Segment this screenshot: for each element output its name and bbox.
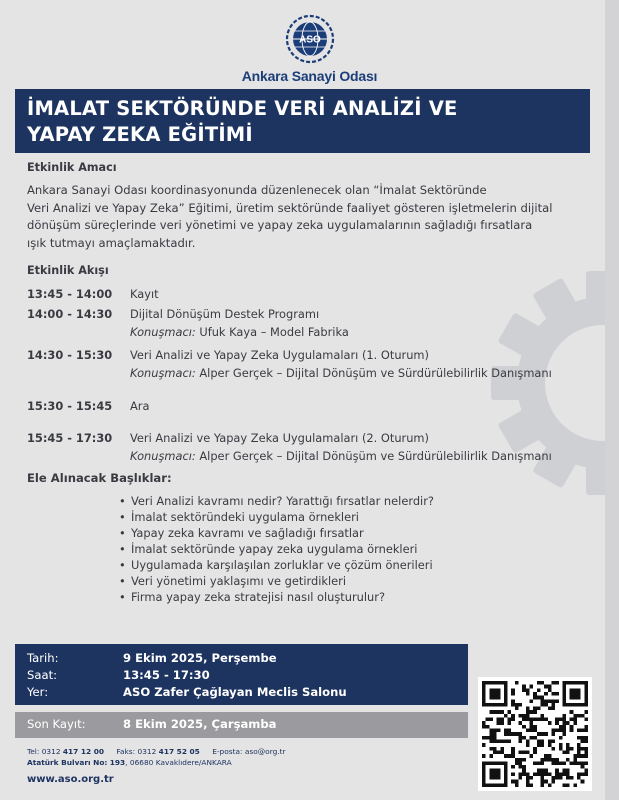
email-link[interactable]: aso@org.tr xyxy=(244,747,286,756)
event-details-banner xyxy=(15,644,468,705)
contact-info xyxy=(27,746,286,768)
topic-item: • Yapay zeka kavramı ve sağladığı fırsatlar xyxy=(119,525,434,541)
agenda-heading: Etkinlik Akışı xyxy=(27,264,109,277)
event-time-label: Saat: xyxy=(27,668,58,682)
address-rest: , 06680 Kavaklıdere/ANKARA xyxy=(125,758,232,767)
purpose-line: Veri Analizi ve Yapay Zeka” Eğitimi, üretim sektöründe faaliyet gösteren işletmelerin dijital xyxy=(27,200,553,215)
event-venue-label: Yer: xyxy=(27,685,49,699)
purpose-line: ışık tutmayı amaçlamaktadır. xyxy=(27,235,196,250)
purpose-line: dönüşüm süreçlerinde veri yönetimi ve yapay zeka uygulamalarının sağladığı fırsatlara xyxy=(27,218,533,233)
agenda-speaker xyxy=(130,365,590,382)
speaker-name: Alper Gerçek – Dijital Dönüşüm ve Sürdürülebilirlik Danışmanı xyxy=(195,449,552,463)
purpose-paragraph xyxy=(27,182,587,252)
website-link[interactable]: www.aso.org.tr xyxy=(27,774,114,785)
topic-item: • İmalat sektöründeki uygulama örnekleri xyxy=(119,509,434,525)
purpose-line: Ankara Sanayi Odası koordinasyonunda düzenlenecek olan “İmalat Sektöründe xyxy=(27,183,487,197)
agenda-time: 13:45 - 14:00 xyxy=(27,287,113,301)
title-line-1: İMALAT SEKTÖRÜNDE VERİ ANALİZİ VE xyxy=(27,97,458,120)
qr-code[interactable] xyxy=(478,677,592,791)
speaker-label: Konuşmacı: xyxy=(130,449,196,463)
tel-number[interactable]: 417 12 00 xyxy=(62,747,105,756)
qr-code-icon xyxy=(482,681,588,787)
agenda-speaker xyxy=(130,448,590,465)
topic-item: • İmalat sektöründe yapay zeka uygulama örnekleri xyxy=(119,541,434,557)
title-banner xyxy=(15,89,590,153)
organization-logo xyxy=(0,14,619,84)
registration-label: Son Kayıt: xyxy=(27,717,86,731)
agenda-title: Veri Analizi ve Yapay Zeka Uygulamaları (1. Oturum) xyxy=(130,348,429,362)
event-venue: ASO Zafer Çağlayan Meclis Salonu xyxy=(123,685,347,699)
aso-globe-logo xyxy=(285,14,335,64)
speaker-label: Konuşmacı: xyxy=(130,325,196,339)
address-street: Atatürk Bulvarı No: xyxy=(27,758,108,767)
agenda-time: 14:00 - 14:30 xyxy=(27,307,113,321)
agenda-speaker xyxy=(130,324,590,341)
address-number: 193 xyxy=(109,758,126,767)
topics-list xyxy=(119,493,434,605)
speaker-name: Ufuk Kaya – Model Fabrika xyxy=(195,325,349,339)
topic-item: • Uygulamada karşılaşılan zorluklar ve çözüm önerileri xyxy=(119,557,434,573)
side-stripe xyxy=(605,0,619,800)
speaker-name: Alper Gerçek – Dijital Dönüşüm ve Sürdürülebilirlik Danışmanı xyxy=(195,366,552,380)
logo-letters: ASO xyxy=(298,34,321,46)
event-date: 9 Ekim 2025, Perşembe xyxy=(123,651,277,665)
agenda-time: 14:30 - 15:30 xyxy=(27,348,113,362)
agenda-title: Veri Analizi ve Yapay Zeka Uygulamaları (2. Oturum) xyxy=(130,431,429,445)
purpose-heading: Etkinlik Amacı xyxy=(27,161,117,174)
agenda-title: Dijital Dönüşüm Destek Programı xyxy=(130,307,320,321)
contact-line-2 xyxy=(27,757,286,768)
agenda-time: 15:30 - 15:45 xyxy=(27,399,113,413)
topic-item: • Firma yapay zeka stratejisi nasıl oluşturulur? xyxy=(119,589,434,605)
fax-number: 417 52 05 xyxy=(158,747,200,756)
event-date-label: Tarih: xyxy=(27,651,59,665)
registration-date: 8 Ekim 2025, Çarşamba xyxy=(123,717,277,731)
fax-label: Faks: xyxy=(116,747,136,756)
event-time: 13:45 - 17:30 xyxy=(123,668,210,682)
organization-name: Ankara Sanayi Odası xyxy=(241,68,378,84)
agenda-time: 15:45 - 17:30 xyxy=(27,431,113,445)
email-label: E-posta: xyxy=(212,747,243,756)
tel-prefix: 0312 xyxy=(41,747,61,756)
agenda-title: Kayıt xyxy=(130,287,159,301)
tel-label: Tel: xyxy=(27,747,40,756)
title-line-2: YAPAY ZEKA EĞİTİMİ xyxy=(27,123,253,146)
topic-item: • Veri yönetimi yaklaşımı ve getirdikleri xyxy=(119,573,434,589)
topics-heading: Ele Alınacak Başlıklar: xyxy=(27,471,172,485)
topic-item: • Veri Analizi kavramı nedir? Yarattığı fırsatlar nelerdir? xyxy=(119,493,434,509)
registration-banner xyxy=(15,712,468,738)
contact-line-1 xyxy=(27,746,286,757)
speaker-label: Konuşmacı: xyxy=(130,366,196,380)
fax-prefix: 0312 xyxy=(137,747,157,756)
agenda-title: Ara xyxy=(130,399,150,413)
